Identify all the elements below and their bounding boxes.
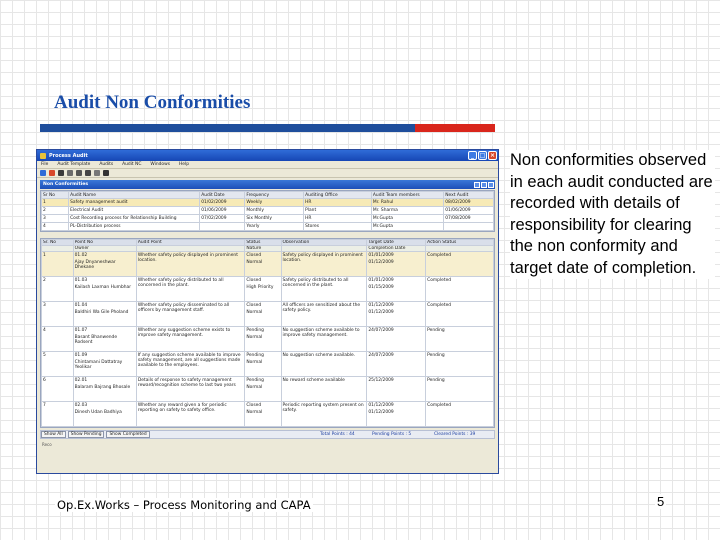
nc-cell: [367, 402, 426, 427]
nc-cell-value: 02.01: [74, 378, 88, 383]
nc-row[interactable]: [42, 377, 494, 402]
audits-header[interactable]: Audit Name: [69, 192, 200, 199]
export-icon[interactable]: [103, 170, 109, 176]
nc-cell-subvalue: Normal: [246, 260, 263, 266]
audit-cell: Mr.Gupta: [371, 215, 443, 223]
menu-audits[interactable]: Audits: [99, 162, 114, 167]
nc-header[interactable]: Status: [245, 240, 281, 246]
nc-grid-body: [42, 252, 494, 427]
nc-row[interactable]: [42, 252, 494, 277]
nc-cell: [42, 402, 74, 427]
menu-help[interactable]: Help: [179, 162, 190, 167]
nc-cell-value: Completed: [427, 278, 452, 283]
audit-cell: [444, 223, 494, 231]
audit-cell: Electrical Audit: [69, 207, 200, 215]
nc-cell: [367, 277, 426, 302]
audit-cell: Mr. Sharma: [371, 207, 443, 215]
nc-cell-value: 6: [43, 378, 46, 383]
audit-row[interactable]: [42, 199, 494, 207]
nc-cell-value: 25/12/2009: [368, 378, 394, 383]
nc-cell: [42, 302, 74, 327]
audit-cell: 01/02/2009: [200, 199, 245, 207]
toolbar: [37, 169, 498, 178]
nc-cell: [426, 302, 494, 327]
slide-footer: Op.Ex.Works – Process Monitoring and CAPA: [57, 498, 311, 512]
nc-cell-value: 4: [43, 328, 46, 333]
audit-cell: 01/06/2009: [200, 207, 245, 215]
nc-cell-value: 01.09: [74, 353, 88, 358]
nc-header[interactable]: Point No: [73, 240, 136, 246]
print-icon[interactable]: [94, 170, 100, 176]
show-all-button[interactable]: Show All: [41, 431, 66, 438]
nc-cell-subvalue: Normal: [246, 335, 263, 341]
audits-grid-panel: [40, 190, 495, 232]
nc-cell: [281, 277, 367, 302]
nc-cell-value: 7: [43, 403, 46, 408]
refresh-icon[interactable]: [85, 170, 91, 176]
child-close-icon[interactable]: [488, 182, 494, 188]
nc-cell-value: 01.03: [74, 278, 88, 283]
nc-cell: [42, 327, 74, 352]
nc-status-bar: [40, 430, 495, 439]
nc-cell-value: 1: [43, 253, 46, 258]
nc-cell-value: Closed: [246, 253, 262, 258]
nc-cell-subvalue: Normal: [246, 310, 263, 316]
nc-subheader: Completion Date: [367, 246, 426, 252]
nc-grid-panel: [40, 238, 495, 428]
nc-cell-value: 01/12/2009: [368, 403, 394, 408]
audit-cell: Cost Recording process for Relationship Building: [69, 215, 200, 223]
nc-cell: [42, 377, 74, 402]
nc-cell: [245, 377, 281, 402]
nc-cell: [367, 252, 426, 277]
nc-cell: [73, 327, 136, 352]
nc-cell-subvalue: 01/12/2009: [368, 410, 394, 416]
nc-cell-subvalue: 01/15/2009: [368, 285, 394, 291]
nc-cell-value: 24/07/2009: [368, 353, 394, 358]
audit-cell: PL-Distribution process: [69, 223, 200, 231]
nc-header[interactable]: Action Status: [426, 240, 494, 246]
menu-windows[interactable]: Windows: [150, 162, 170, 167]
audits-header[interactable]: Auditing Office: [304, 192, 372, 199]
nc-cell: [73, 352, 136, 377]
nc-cell: [367, 302, 426, 327]
nc-cell-value: Completed: [427, 403, 452, 408]
audit-cell: 07/08/2009: [444, 215, 494, 223]
audits-header[interactable]: Frequency: [245, 192, 304, 199]
nc-cell: [245, 252, 281, 277]
audit-cell: 08/02/2009: [444, 199, 494, 207]
nc-row[interactable]: [42, 352, 494, 377]
nc-cell-value: Safety policy distributed to all concerned in the plant.: [282, 278, 349, 289]
nc-row[interactable]: [42, 327, 494, 352]
nc-header[interactable]: Observation: [281, 240, 367, 246]
nc-cell: [136, 327, 244, 352]
title-rule-blue: [40, 124, 415, 132]
nc-cell-value: Closed: [246, 403, 262, 408]
slide-title: Audit Non Conformities: [54, 92, 251, 113]
audits-header[interactable]: Audit Date: [200, 192, 245, 199]
delete-icon[interactable]: [49, 170, 55, 176]
show-completed-button[interactable]: Show Completed: [106, 431, 149, 438]
nc-cell: [367, 327, 426, 352]
nc-cell-subvalue: Basant Bhanwende Rodsent: [74, 335, 118, 346]
nc-cell-value: Periodic reporting system present on safety.: [282, 403, 364, 414]
nc-cell: [136, 352, 244, 377]
slide-description: Non conformities observed in each audit conducted are recorded with details of responsibility for clearing the non conformity and target date of completion.: [510, 150, 715, 279]
child-maximize-icon[interactable]: [481, 182, 487, 188]
nc-cell: [245, 402, 281, 427]
nc-cell-value: Pending: [246, 378, 264, 383]
nc-cell-value: 01.02: [74, 253, 88, 258]
nc-cell-value: Details of response to safety management reward/recognition scheme to last two years: [137, 378, 236, 389]
nc-cell-value: 2: [43, 278, 46, 283]
save-icon[interactable]: [67, 170, 73, 176]
nc-cell-value: No suggestion scheme available.: [282, 353, 356, 358]
nc-header[interactable]: Audit Point: [136, 240, 244, 246]
nc-cell-value: Closed: [246, 303, 262, 308]
child-window-titlebar: [40, 180, 495, 189]
nc-cell-value: 24/07/2009: [368, 328, 394, 333]
audit-cell: 01/06/2009: [444, 207, 494, 215]
nc-cell-value: No suggestion scheme available to improve safety management.: [282, 328, 360, 339]
nc-row[interactable]: [42, 402, 494, 427]
nc-cell-value: Whether safety policy distributed to all concerned in the plant.: [137, 278, 224, 289]
nc-cell-subvalue: 01/12/2009: [368, 310, 394, 316]
audits-header[interactable]: Next Audit: [444, 192, 494, 199]
audits-grid: [41, 191, 494, 231]
audit-cell: Monthly: [245, 207, 304, 215]
nc-cell: [281, 402, 367, 427]
nc-cell: [42, 252, 74, 277]
nc-cell-value: 5: [43, 353, 46, 358]
audit-cell: HR: [304, 215, 372, 223]
nc-cell: [136, 277, 244, 302]
nc-cell-value: Pending: [246, 353, 264, 358]
nc-cell-subvalue: Dinesh Udan Badhiya: [74, 410, 122, 416]
window-title: Process Audit: [49, 152, 88, 159]
nc-cell: [426, 327, 494, 352]
audit-cell: 3: [42, 215, 69, 223]
edit-icon[interactable]: [58, 170, 64, 176]
audit-cell: Yearly: [245, 223, 304, 231]
nc-cell-value: Pending: [427, 328, 445, 333]
nc-cell-value: 01/12/2009: [368, 303, 394, 308]
nc-cell-value: Whether safety policy disseminated to all officers by management staff.: [137, 303, 230, 314]
nc-grid: [41, 239, 494, 427]
menu-bar: [37, 161, 498, 169]
total-points: Total Points : 44: [320, 432, 355, 437]
minimize-icon[interactable]: _: [468, 151, 477, 160]
audit-cell: 4: [42, 223, 69, 231]
nc-cell: [426, 402, 494, 427]
nc-cell: [426, 352, 494, 377]
nc-cell: [136, 402, 244, 427]
nc-header[interactable]: Sr. No: [42, 240, 74, 246]
nc-cell: [73, 302, 136, 327]
audits-header[interactable]: Audit Team members: [371, 192, 443, 199]
nc-cell: [73, 402, 136, 427]
audit-row[interactable]: [42, 207, 494, 215]
nc-cell: [73, 277, 136, 302]
title-rule-red: [415, 124, 495, 132]
audit-row[interactable]: [42, 223, 494, 231]
nc-cell-value: All officers are sensitized about the safety policy.: [282, 303, 361, 314]
nc-cell-value: Whether any suggestion scheme exists to improve safety management.: [137, 328, 231, 339]
nc-cell-value: 01.07: [74, 328, 88, 333]
app-icon: [40, 153, 46, 159]
nc-cell-subvalue: 01/12/2009: [368, 260, 394, 266]
nc-cell-value: Completed: [427, 303, 452, 308]
cleared-points: Cleared Points : 39: [434, 432, 476, 437]
nc-subheader: Nature: [245, 246, 281, 252]
nc-cell: [281, 352, 367, 377]
audit-cell: Mr.Gupta: [371, 223, 443, 231]
audit-cell: Plant: [304, 207, 372, 215]
nc-cell: [73, 252, 136, 277]
menu-audit-template[interactable]: Audit Template: [57, 162, 91, 167]
nc-cell-value: 3: [43, 303, 46, 308]
nc-cell: [73, 377, 136, 402]
nc-cell: [426, 377, 494, 402]
bottom-label: Reco: [42, 442, 52, 447]
nc-cell-subvalue: Normal: [246, 410, 263, 416]
nc-cell: [245, 352, 281, 377]
window-titlebar: [37, 150, 498, 161]
nc-cell-value: 01/01/2009: [368, 253, 394, 258]
nc-cell-subvalue: Normal: [246, 385, 263, 391]
audits-header[interactable]: Sr No: [42, 192, 69, 199]
nc-cell-value: 02.03: [74, 403, 88, 408]
nc-row[interactable]: [42, 277, 494, 302]
maximize-icon[interactable]: □: [479, 152, 486, 159]
new-icon[interactable]: [40, 170, 46, 176]
nc-cell-value: Pending: [246, 328, 264, 333]
audit-cell: Weekly: [245, 199, 304, 207]
menu-audit-nc[interactable]: Audit NC: [122, 162, 142, 167]
audit-cell: HR: [304, 199, 372, 207]
audit-cell: 1: [42, 199, 69, 207]
nc-row[interactable]: [42, 302, 494, 327]
child-window-title: Non Conformities: [43, 182, 89, 187]
nc-cell-value: Safety policy displayed in prominent location.: [282, 253, 363, 264]
nc-cell: [281, 327, 367, 352]
nc-cell-value: Pending: [427, 378, 445, 383]
show-pending-button[interactable]: Show Pending: [68, 431, 105, 438]
nc-cell-subvalue: Baldhiri Wa Gile Pholand: [74, 310, 129, 316]
pending-points: Pending Points : 5: [372, 432, 412, 437]
nc-cell: [136, 302, 244, 327]
nc-cell-value: 01.04: [74, 303, 88, 308]
nc-cell-subvalue: Normal: [246, 360, 263, 366]
page-number: 5: [657, 494, 665, 509]
audit-cell: Safety management audit: [69, 199, 200, 207]
nc-cell: [42, 277, 74, 302]
nc-cell-value: No reward scheme available: [282, 378, 345, 383]
menu-file[interactable]: File: [41, 162, 49, 167]
nc-cell-value: Whether safety policy displayed in prominent location.: [137, 253, 238, 264]
audit-cell: 2: [42, 207, 69, 215]
nc-cell: [281, 377, 367, 402]
audit-row[interactable]: [42, 215, 494, 223]
nc-cell: [281, 252, 367, 277]
audit-cell: 07/02/2009: [200, 215, 245, 223]
filter-icon[interactable]: [76, 170, 82, 176]
nc-cell: [367, 352, 426, 377]
nc-cell-value: Completed: [427, 253, 452, 258]
audit-cell: Mr. Rahul: [371, 199, 443, 207]
nc-cell: [367, 377, 426, 402]
nc-cell-subvalue: Balaram Bajrang Bhosale: [74, 385, 131, 391]
nc-cell: [245, 302, 281, 327]
nc-cell: [245, 327, 281, 352]
nc-cell-value: Closed: [246, 278, 262, 283]
audit-cell: [200, 223, 245, 231]
nc-cell: [245, 277, 281, 302]
audit-cell: Six Monthly: [245, 215, 304, 223]
nc-cell-value: Pending: [427, 353, 445, 358]
nc-cell-value: 01/01/2009: [368, 278, 394, 283]
nc-cell: [136, 252, 244, 277]
nc-cell-value: If any suggestion scheme available to improve safety management, are all suggestions made available to the employees.: [137, 353, 241, 369]
nc-cell: [136, 377, 244, 402]
nc-subheader: Owner: [73, 246, 136, 252]
nc-cell-value: Whether any reward given a for periodic reporting on safety to safety office.: [137, 403, 227, 414]
nc-cell: [281, 302, 367, 327]
close-icon[interactable]: ×: [489, 152, 496, 159]
nc-cell-subvalue: Chintamani Dattatray Yeolikar: [74, 360, 123, 371]
nc-cell: [426, 252, 494, 277]
nc-cell-subvalue: Ajay Dnyaneshwar Dhekane: [74, 260, 116, 271]
nc-cell-subvalue: High Priority: [246, 285, 274, 291]
app-window: [36, 149, 499, 474]
nc-cell: [426, 277, 494, 302]
child-minimize-icon[interactable]: [474, 182, 480, 188]
audit-cell: Stores: [304, 223, 372, 231]
nc-cell: [42, 352, 74, 377]
nc-header[interactable]: Target Date: [367, 240, 426, 246]
nc-cell-subvalue: Kailash Laxman Humbhar: [74, 285, 132, 291]
